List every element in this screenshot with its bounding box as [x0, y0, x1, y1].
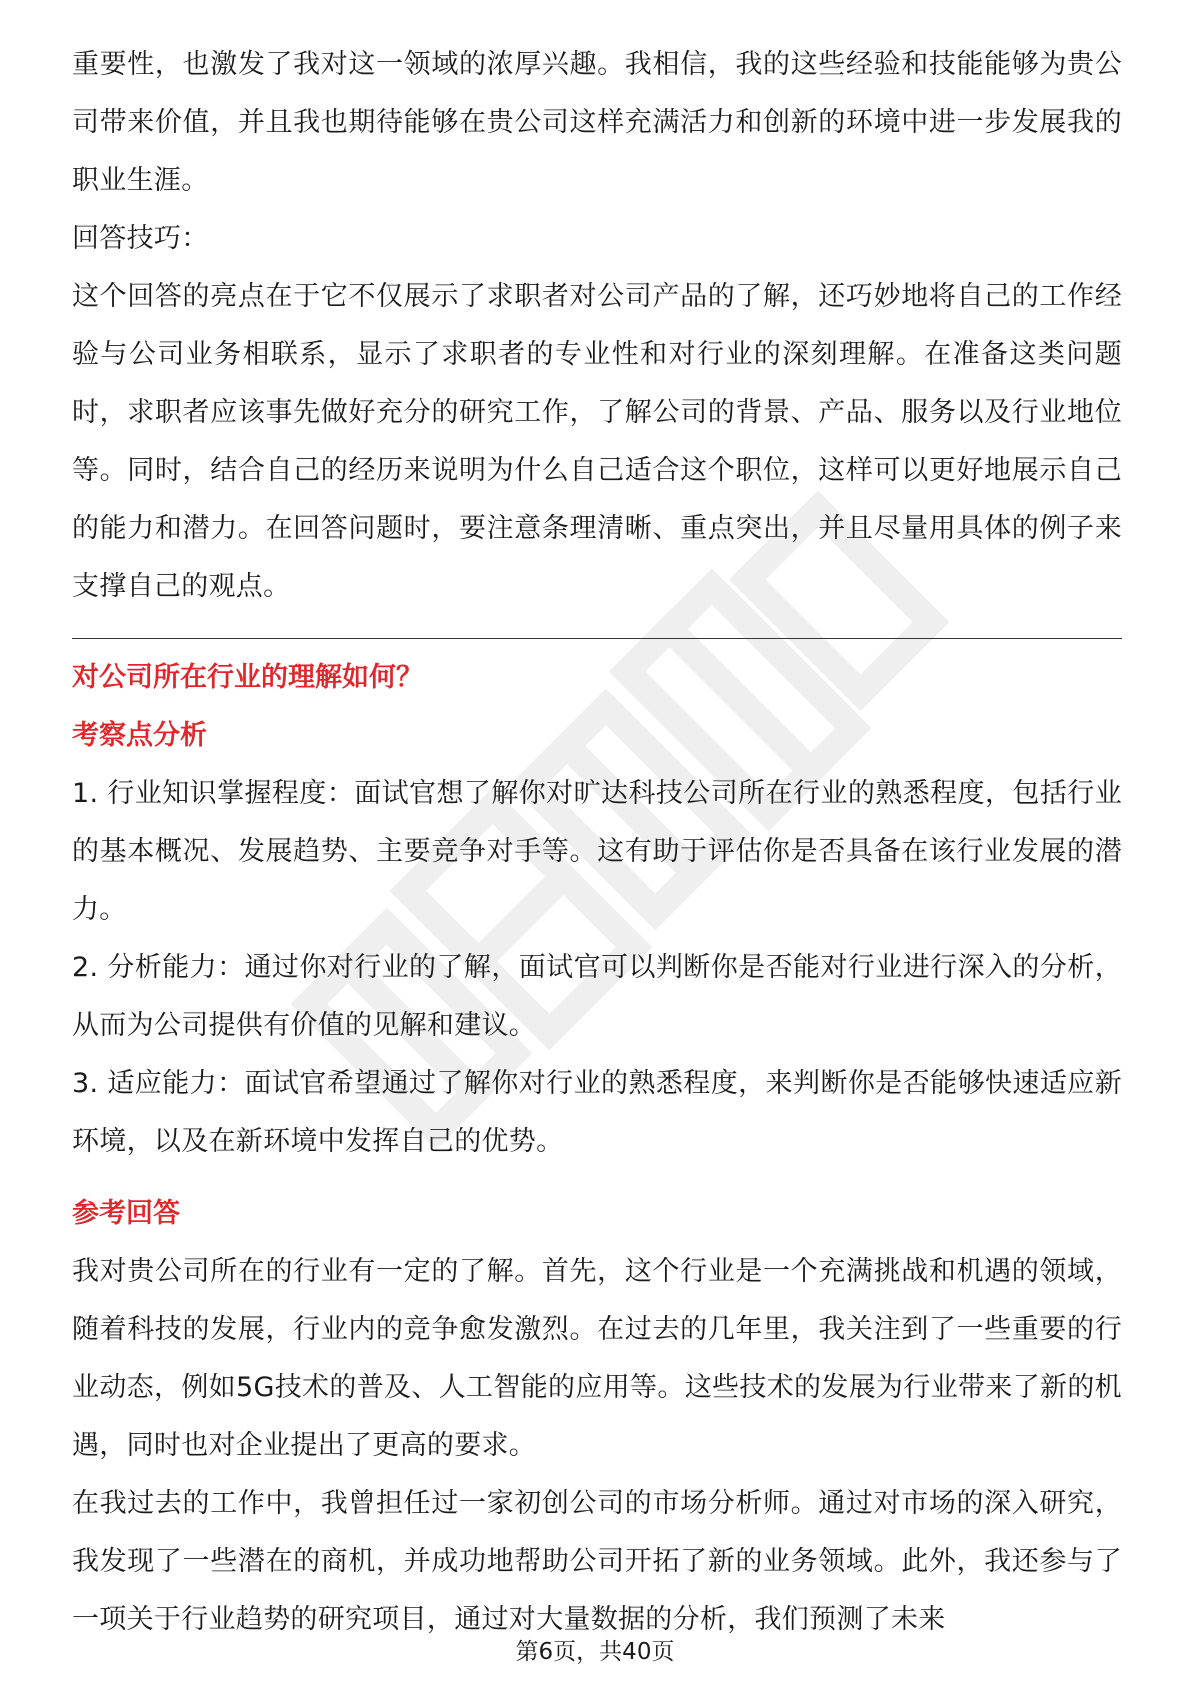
reference-paragraph: 在我过去的工作中，我曾担任过一家初创公司的市场分析师。通过对市场的深入研究，我发现了一些潜在的商机，并成功地帮助公司开拓了新的业务领域。此外，我还参与了一项关于行业趋势的研究项目，通过对大量数据的分析，我们预测了未来 [72, 1488, 1122, 1635]
intro-paragraph: 重要性，也激发了我对这一领域的浓厚兴趣。我相信，我的这些经验和技能能够为贵公司带来价值，并且我也期待能够在贵公司这样充满活力和创新的环境中进一步发展我的职业生涯。 [72, 49, 1122, 196]
analysis-point: 1. 行业知识掌握程度：面试官想了解你对旷达科技公司所在行业的熟悉程度，包括行业的基本概况、发展趋势、主要竞争对手等。这有助于评估你是否具备在该行业发展的潜力。 [72, 778, 1122, 925]
document-page [72, 36, 1122, 1649]
tips-label: 回答技巧： [72, 223, 209, 254]
reference-paragraph: 我对贵公司所在的行业有一定的了解。首先，这个行业是一个充满挑战和机遇的领域，随着科技的发展，行业内的竞争愈发激烈。在过去的几年里，我关注到了一些重要的行业动态，例如5G技术的普及、人工智能的应用等。这些技术的发展为行业带来了新的机遇，同时也对企业提出了更高的要求。 [72, 1256, 1122, 1461]
page-footer: 第6页，共40页 [515, 1639, 675, 1665]
analysis-point: 2. 分析能力：通过你对行业的了解，面试官可以判断你是否能对行业进行深入的分析，从而为公司提供有价值的见解和建议。 [72, 952, 1122, 1041]
section-divider [72, 638, 1122, 639]
question-title: 对公司所在行业的理解如何？ [72, 662, 423, 693]
tips-paragraph: 这个回答的亮点在于它不仅展示了求职者对公司产品的了解，还巧妙地将自己的工作经验与公司业务相联系，显示了求职者的专业性和对行业的深刻理解。在准备这类问题时，求职者应该事先做好充分的研究工作，了解公司的背景、产品、服务以及行业地位等。同时，结合自己的经历来说明为什么自己适合这个职位，这样可以更好地展示自己的能力和潜力。在回答问题时，要注意条理清晰、重点突出，并且尽量用具体的例子来支撑自己的观点。 [72, 281, 1122, 602]
analysis-point: 3. 适应能力：面试官希望通过了解你对行业的熟悉程度，来判断你是否能够快速适应新环境，以及在新环境中发挥自己的优势。 [72, 1068, 1122, 1157]
reference-heading: 参考回答 [72, 1198, 180, 1229]
analysis-heading: 考察点分析 [72, 720, 207, 751]
